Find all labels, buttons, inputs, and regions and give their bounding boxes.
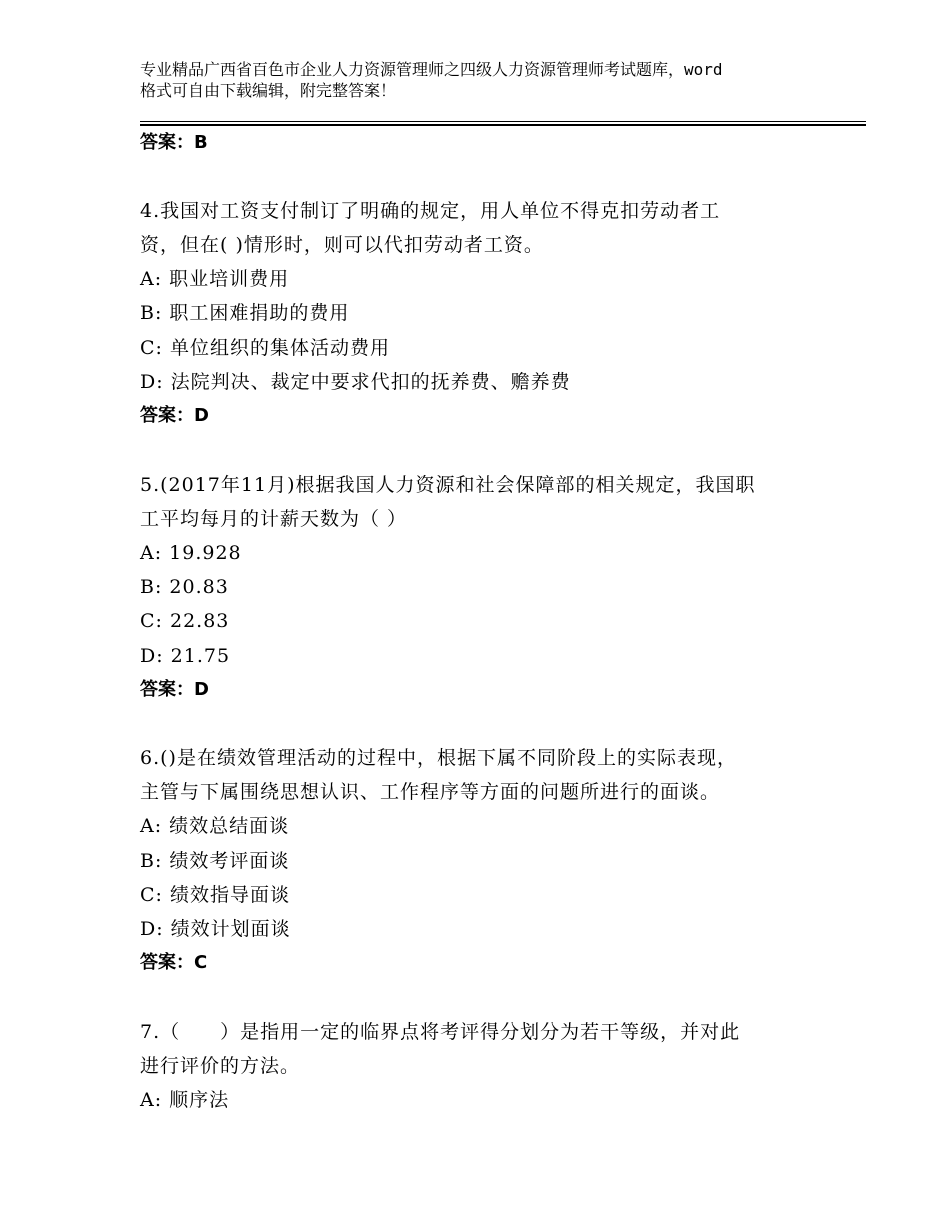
question-4-option-a: A: 职业培训费用 <box>140 268 290 290</box>
question-5-option-a: A: 19.928 <box>140 542 242 564</box>
question-6-option-c: C: 绩效指导面谈 <box>140 884 290 906</box>
question-5-option-d: D: 21.75 <box>140 645 231 667</box>
header-line-1: 专业精品广西省百色市企业人力资源管理师之四级人力资源管理师考试题库，word <box>140 60 723 79</box>
question-4-option-b: B: 职工困难捐助的费用 <box>140 302 350 324</box>
question-5-option-c: C: 22.83 <box>140 610 230 632</box>
question-4-option-d: D: 法院判决、裁定中要求代扣的抚养费、赡养费 <box>140 371 571 393</box>
question-5-option-b: B: 20.83 <box>140 576 229 598</box>
question-6-option-d: D: 绩效计划面谈 <box>140 918 291 940</box>
question-6-option-a: A: 绩效总结面谈 <box>140 815 290 837</box>
question-6-stem-line-1: 6.()是在绩效管理活动的过程中，根据下属不同阶段上的实际表现， <box>140 747 737 769</box>
question-4-stem-line-1: 4.我国对工资支付制订了明确的规定，用人单位不得克扣劳动者工 <box>140 200 721 222</box>
header-divider <box>140 121 866 126</box>
question-6-option-b: B: 绩效考评面谈 <box>140 850 290 872</box>
answer-4: 答案：D <box>140 405 209 426</box>
question-7-stem-line-1: 7.（ ）是指用一定的临界点将考评得分划分为若干等级，并对此 <box>140 1021 741 1043</box>
document-header <box>140 59 840 101</box>
question-7-option-a: A: 顺序法 <box>140 1089 230 1111</box>
question-6-stem-line-2: 主管与下属围绕思想认识、工作程序等方面的问题所进行的面谈。 <box>140 781 721 803</box>
question-4-option-c: C: 单位组织的集体活动费用 <box>140 337 390 359</box>
question-4-stem-line-2: 资，但在( )情形时，则可以代扣劳动者工资。 <box>140 234 544 256</box>
answer-6: 答案：C <box>140 952 208 973</box>
header-line-2: 格式可自由下载编辑，附完整答案！ <box>140 81 397 100</box>
answer-5: 答案：D <box>140 679 209 700</box>
question-5-stem-line-2: 工平均每月的计薪天数为（ ） <box>140 508 408 530</box>
answer-3: 答案：B <box>140 132 208 153</box>
question-5-stem-line-1: 5.(2017年11月)根据我国人力资源和社会保障部的相关规定，我国职 <box>140 474 756 496</box>
question-7-stem-line-2: 进行评价的方法。 <box>140 1055 301 1077</box>
